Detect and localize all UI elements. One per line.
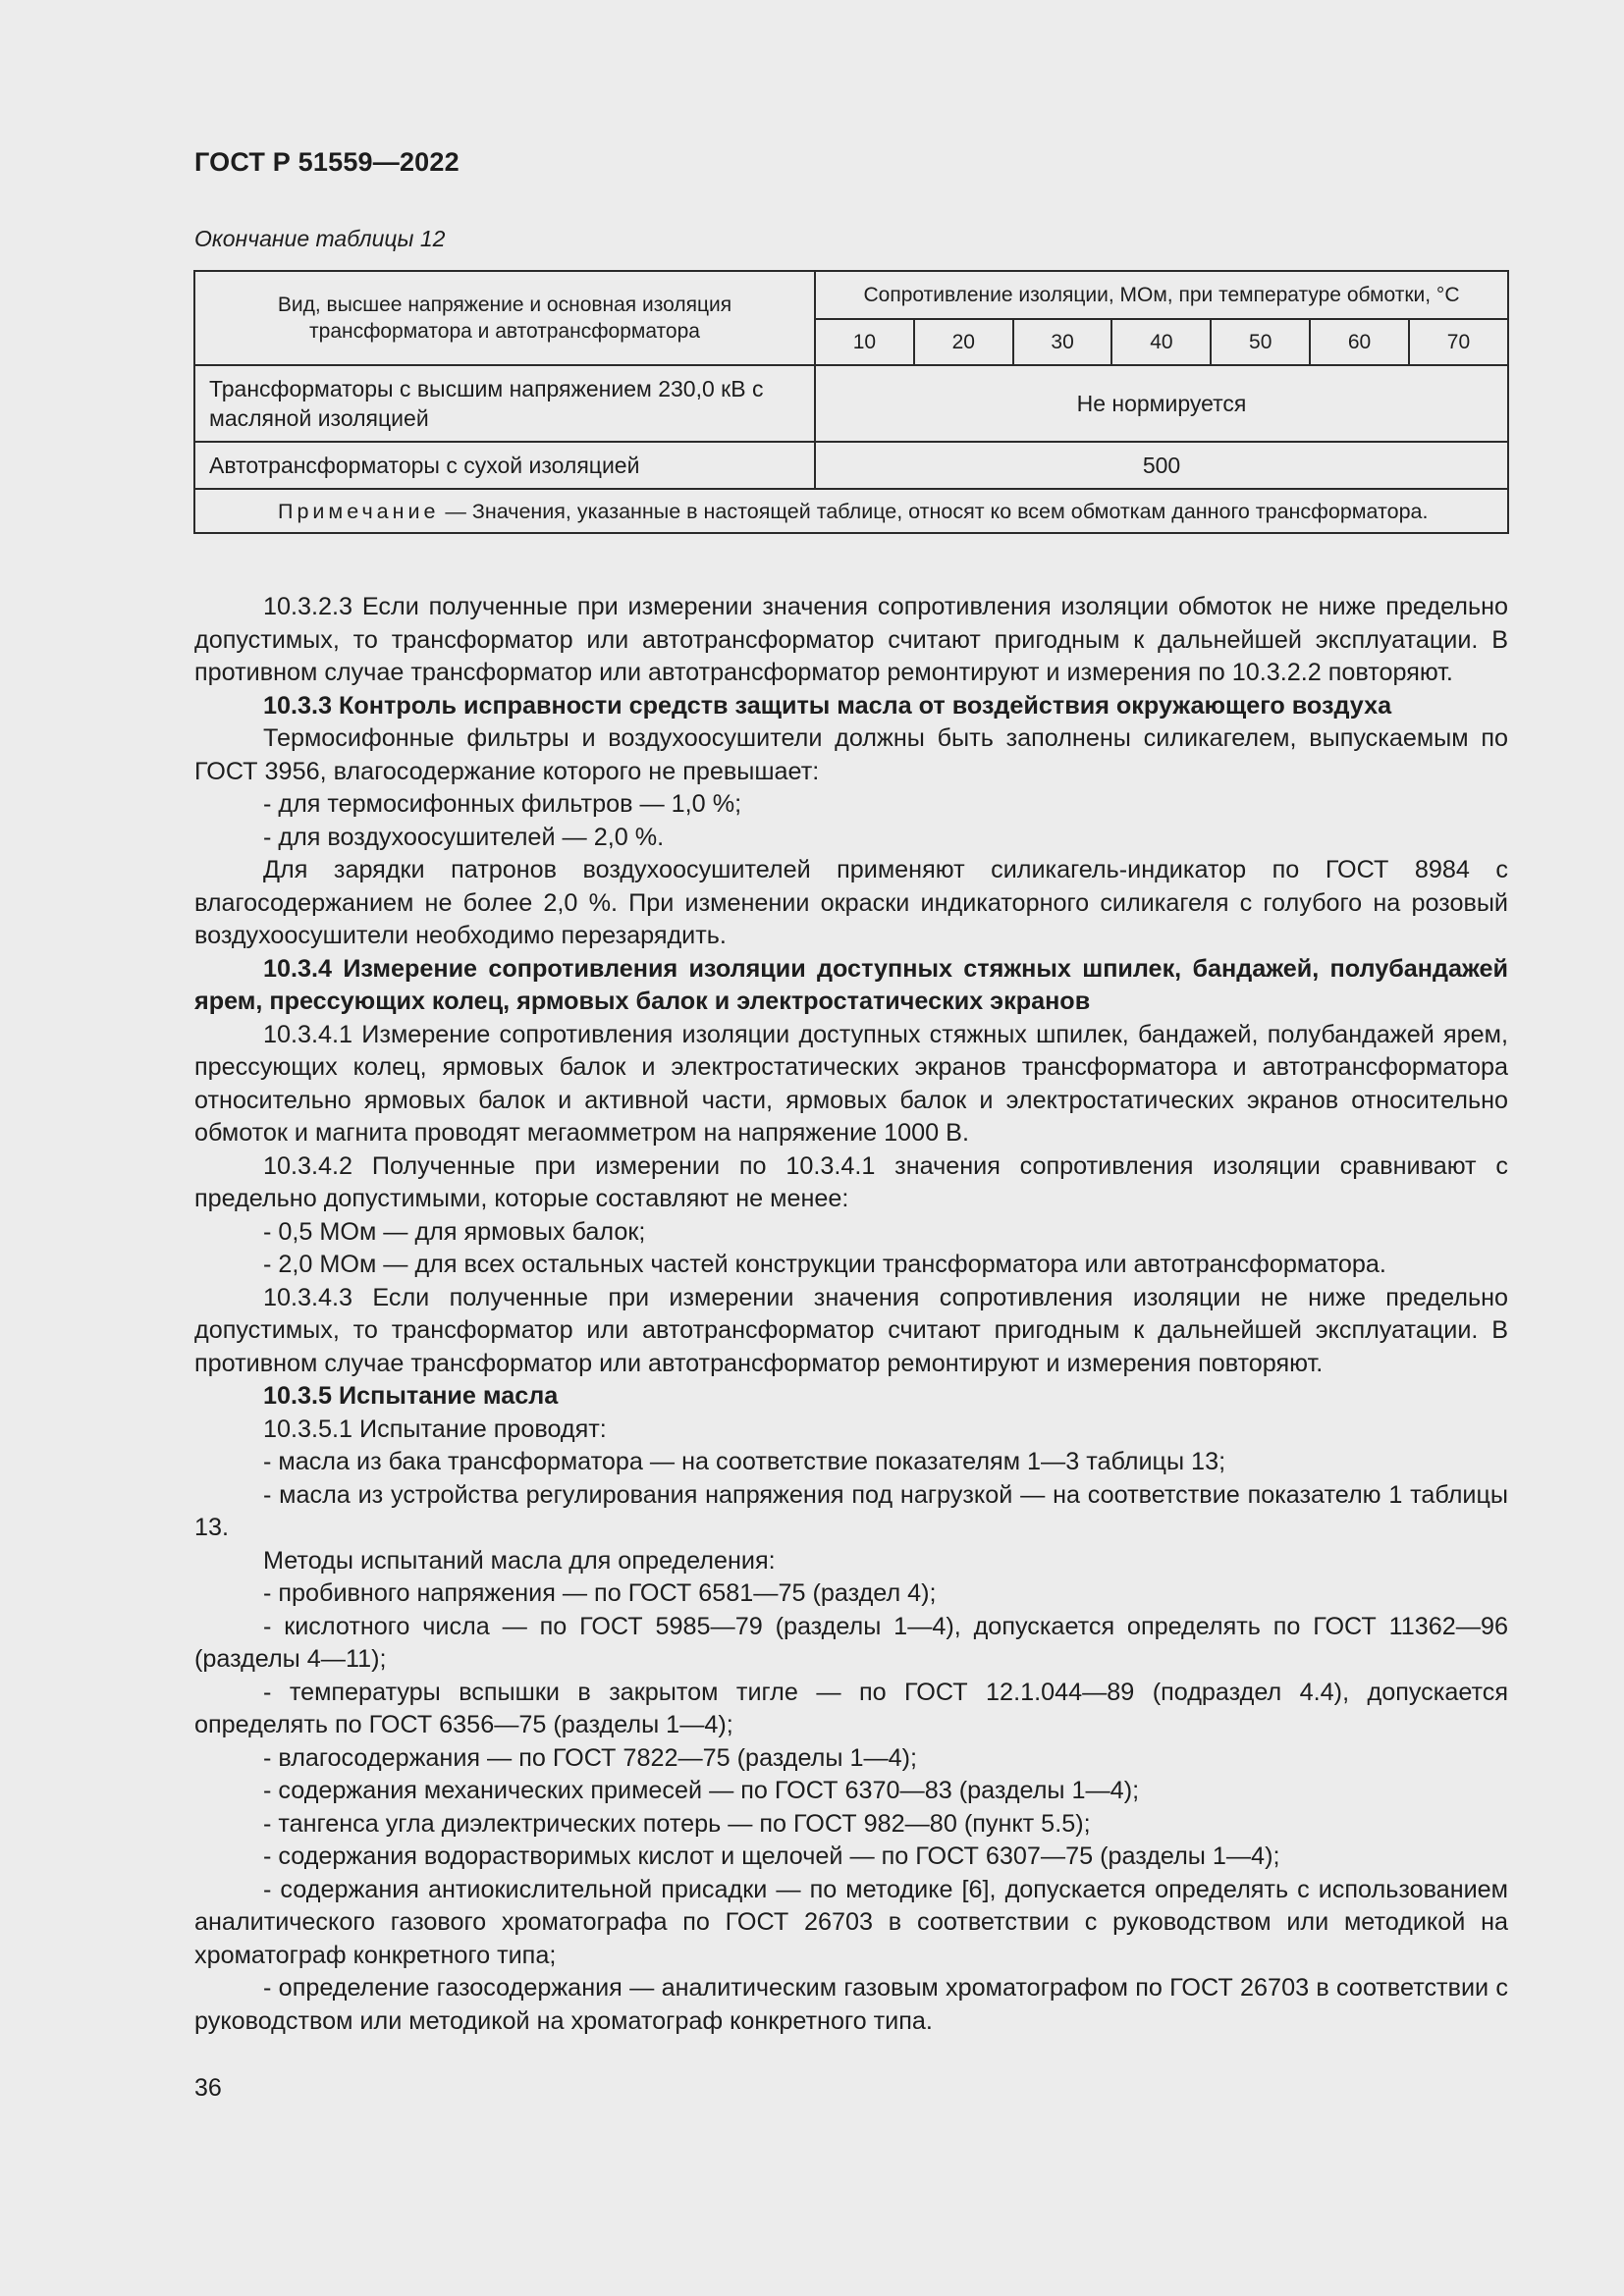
temp-header: 50 [1211,319,1310,365]
temp-header: 30 [1013,319,1112,365]
paragraph: Для зарядки патронов воздухоосушителей применяют силикагель-индикатор по ГОСТ 8984 с влагосодержанием не более 2,0 %. При изменении окраски индикаторного силикагеля с голубого на розовый воздухоосушители необходимо перезарядить. [194,856,1508,949]
paragraph: 10.3.4.2 Полученные при измерении по 10.3.4.1 значения сопротивления изоляции сравнивают с предельно допустимыми, которые составляют не менее: [194,1151,1508,1212]
list-item: - масла из устройства регулирования напряжения под нагрузкой — на соответствие показателю 1 таблицы 13. [194,1480,1508,1541]
list-item: - содержания антиокислительной присадки — по методике [6], допускается определять с использованием аналитического газового хроматографа по ГОСТ 26703 в соответствии с руководством или методикой на хроматограф конкретного типа; [194,1875,1508,1969]
table-row [194,442,1508,489]
list-item: - масла из бака трансформатора — на соответствие показателям 1—3 таблицы 13; [263,1448,1226,1475]
page-number: 36 [194,2074,222,2102]
temp-header: 20 [914,319,1013,365]
list-item: - кислотного числа — по ГОСТ 5985—79 (разделы 1—4), допускается определять по ГОСТ 11362—96 (разделы 4—11); [194,1612,1508,1673]
section-heading: 10.3.3 Контроль исправности средств защиты масла от воздействия окружающего воздуха [263,691,1392,720]
list-item: - содержания механических примесей — по ГОСТ 6370—83 (разделы 1—4); [263,1777,1140,1804]
table-note [194,489,1508,533]
list-item: - содержания водорастворимых кислот и щелочей — по ГОСТ 6307—75 (разделы 1—4); [263,1842,1280,1870]
list-item: - для воздухоосушителей — 2,0 %. [263,823,665,851]
note-label: Примечание [278,500,440,523]
table-note-row [194,489,1508,533]
body-text [194,591,1508,2038]
row-label: Трансформаторы с высшим напряжением 230,0 кВ с масляной изоляцией [194,365,815,442]
resistance-table [193,270,1509,534]
document-id: ГОСТ Р 51559—2022 [194,147,460,177]
list-item: - влагосодержания — по ГОСТ 7822—75 (разделы 1—4); [263,1743,918,1772]
paragraph: 10.3.5.1 Испытание проводят: [263,1415,607,1443]
row-label: Автотрансформаторы с сухой изоляцией [194,442,815,489]
paragraph: Методы испытаний масла для определения: [263,1546,776,1575]
type-column-header: Вид, высшее напряжение и основная изоляция трансформатора и автотрансформатора [194,271,815,365]
row-value: 500 [815,442,1508,489]
temp-header: 10 [815,319,914,365]
list-item: - температуры вспышки в закрытом тигле — по ГОСТ 12.1.044—89 (подраздел 4.4), допускается определять по ГОСТ 6356—75 (разделы 1—4); [194,1678,1508,1738]
temp-header: 40 [1111,319,1211,365]
paragraph: 10.3.2.3 Если полученные при измерении значения сопротивления изоляции обмоток не ниже предельно допустимых, то трансформатор или автотрансформатор считают пригодным к дальнейшей эксплуатации. В противном случае трансформатор или автотрансформатор ремонтируют и измерения по 10.3.2.2 повторяют. [194,593,1508,686]
section-heading: 10.3.4 Измерение сопротивления изоляции доступных стяжных шпилек, бандажей, полубандажей ярем, прессующих колец, ярмовых балок и электростатических экранов [194,954,1508,1015]
temp-header: 60 [1310,319,1409,365]
list-item: - 2,0 МОм — для всех остальных частей конструкции трансформатора или автотрансформатора. [263,1251,1386,1278]
temp-header: 70 [1409,319,1508,365]
row-value: Не нормируется [815,365,1508,442]
paragraph: Термосифонные фильтры и воздухоосушители должны быть заполнены силикагелем, выпускаемым по ГОСТ 3956, влагосодержание которого не превышает: [194,724,1508,785]
paragraph: 10.3.4.3 Если полученные при измерении значения сопротивления изоляции не ниже предельно допустимых, то трансформатор или автотрансформатор считают пригодным к дальнейшей эксплуатации. В противном случае трансформатор или автотрансформатор ремонтируют и измерения повторяют. [194,1283,1508,1377]
table-caption: Окончание таблицы 12 [194,226,446,251]
list-item: - для термосифонных фильтров — 1,0 %; [263,790,742,818]
note-text: — Значения, указанные в настоящей таблице, относят ко всем обмоткам данного трансформатора. [439,500,1429,523]
paragraph: 10.3.4.1 Измерение сопротивления изоляции доступных стяжных шпилек, бандажей, полубандажей ярем, прессующих колец, ярмовых балок и электростатических экранов трансформатора и автотрансформатора относительно ярмовых балок и активной части, ярмовых балок и электростатических экранов относительно обмоток и магнита проводят мегаомметром на напряжение 1000 В. [194,1020,1508,1147]
table-row [194,365,1508,442]
section-heading: 10.3.5 Испытание масла [263,1382,559,1410]
list-item: - пробивного напряжения — по ГОСТ 6581—75 (раздел 4); [263,1579,937,1607]
list-item: - 0,5 МОм — для ярмовых балок; [263,1217,646,1246]
list-item: - определение газосодержания — аналитическим газовым хроматографом по ГОСТ 26703 в соответствии с руководством или методикой на хроматограф конкретного типа. [194,1974,1508,2035]
list-item: - тангенса угла диэлектрических потерь — по ГОСТ 982—80 (пункт 5.5); [263,1809,1091,1838]
resistance-header: Сопротивление изоляции, МОм, при температуре обмотки, °С [815,271,1508,319]
